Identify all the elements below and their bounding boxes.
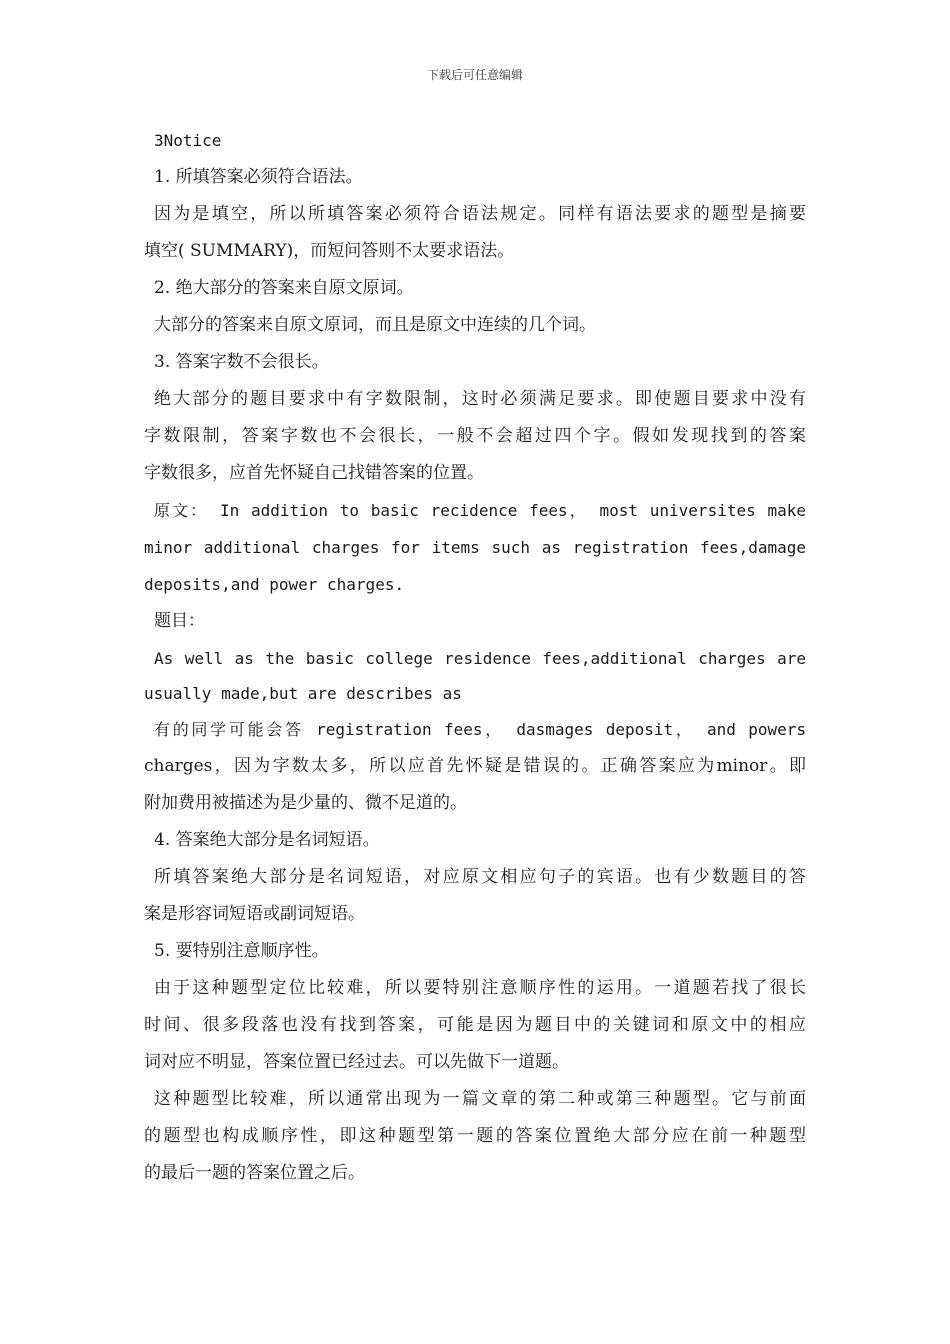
- text-line: 绝大部分的题目要求中有字数限制，这时必须满足要求。即使题目要求中没有: [154, 389, 806, 409]
- text-line: minor additional charges for items such as registration fees,damage: [144, 538, 806, 557]
- text-line: 的题型也构成顺序性，即这种题型第一题的答案位置绝大部分应在前一种题型: [144, 1126, 806, 1146]
- text-line: 有的同学可能会答 registration fees， dasmages deposit， and powers: [154, 720, 806, 739]
- text-line: 字数很多，应首先怀疑自己找错答案的位置。: [144, 463, 484, 483]
- document-body: [144, 122, 806, 1192]
- text-line: 原文： In addition to basic recidence fees， most universites make: [154, 501, 806, 520]
- text-line: 因为是填空，所以所填答案必须符合语法规定。同样有语法要求的题型是摘要: [154, 204, 806, 224]
- text-line: 2. 绝大部分的答案来自原文原词。: [154, 278, 414, 298]
- text-line: As well as the basic college residence fees,additional charges are: [154, 649, 806, 668]
- text-line: 大部分的答案来自原文原词，而且是原文中连续的几个词。: [154, 315, 596, 335]
- text-line: 1. 所填答案必须符合语法。: [154, 167, 363, 187]
- text-line: 填空( SUMMARY)，而短问答则不太要求语法。: [144, 241, 515, 261]
- text-line: 由于这种题型定位比较难，所以要特别注意顺序性的运用。一道题若找了很长: [154, 978, 806, 998]
- text-line: 所填答案绝大部分是名词短语，对应原文相应句子的宾语。也有少数题目的答: [154, 867, 806, 887]
- text-line: 3. 答案字数不会很长。: [154, 352, 329, 372]
- text-line: charges，因为字数太多，所以应首先怀疑是错误的。正确答案应为minor。即: [144, 756, 806, 776]
- text-line: 附加费用被描述为是少量的、微不足道的。: [144, 793, 467, 813]
- text-line: 时间、很多段落也没有找到答案，可能是因为题目中的关键词和原文中的相应: [144, 1015, 806, 1035]
- page-header: 下载后可任意编辑: [426, 68, 523, 82]
- text-line: 的最后一题的答案位置之后。: [144, 1163, 365, 1183]
- text-line: 字数限制，答案字数也不会很长，一般不会超过四个字。假如发现找到的答案: [144, 426, 806, 446]
- text-line: usually made,but are describes as: [144, 684, 462, 703]
- text-line: deposits,and power charges.: [144, 575, 405, 594]
- text-line: 案是形容词短语或副词短语。: [144, 904, 365, 924]
- text-line: 5. 要特别注意顺序性。: [154, 941, 329, 961]
- text-line: 4. 答案绝大部分是名词短语。: [154, 830, 380, 850]
- text-line: 3Notice: [154, 131, 222, 150]
- text-line: 这种题型比较难，所以通常出现为一篇文章的第二种或第三种题型。它与前面: [154, 1089, 806, 1109]
- text-line: 题目：: [154, 611, 205, 631]
- text-line: 词对应不明显，答案位置已经过去。可以先做下一道题。: [144, 1052, 569, 1072]
